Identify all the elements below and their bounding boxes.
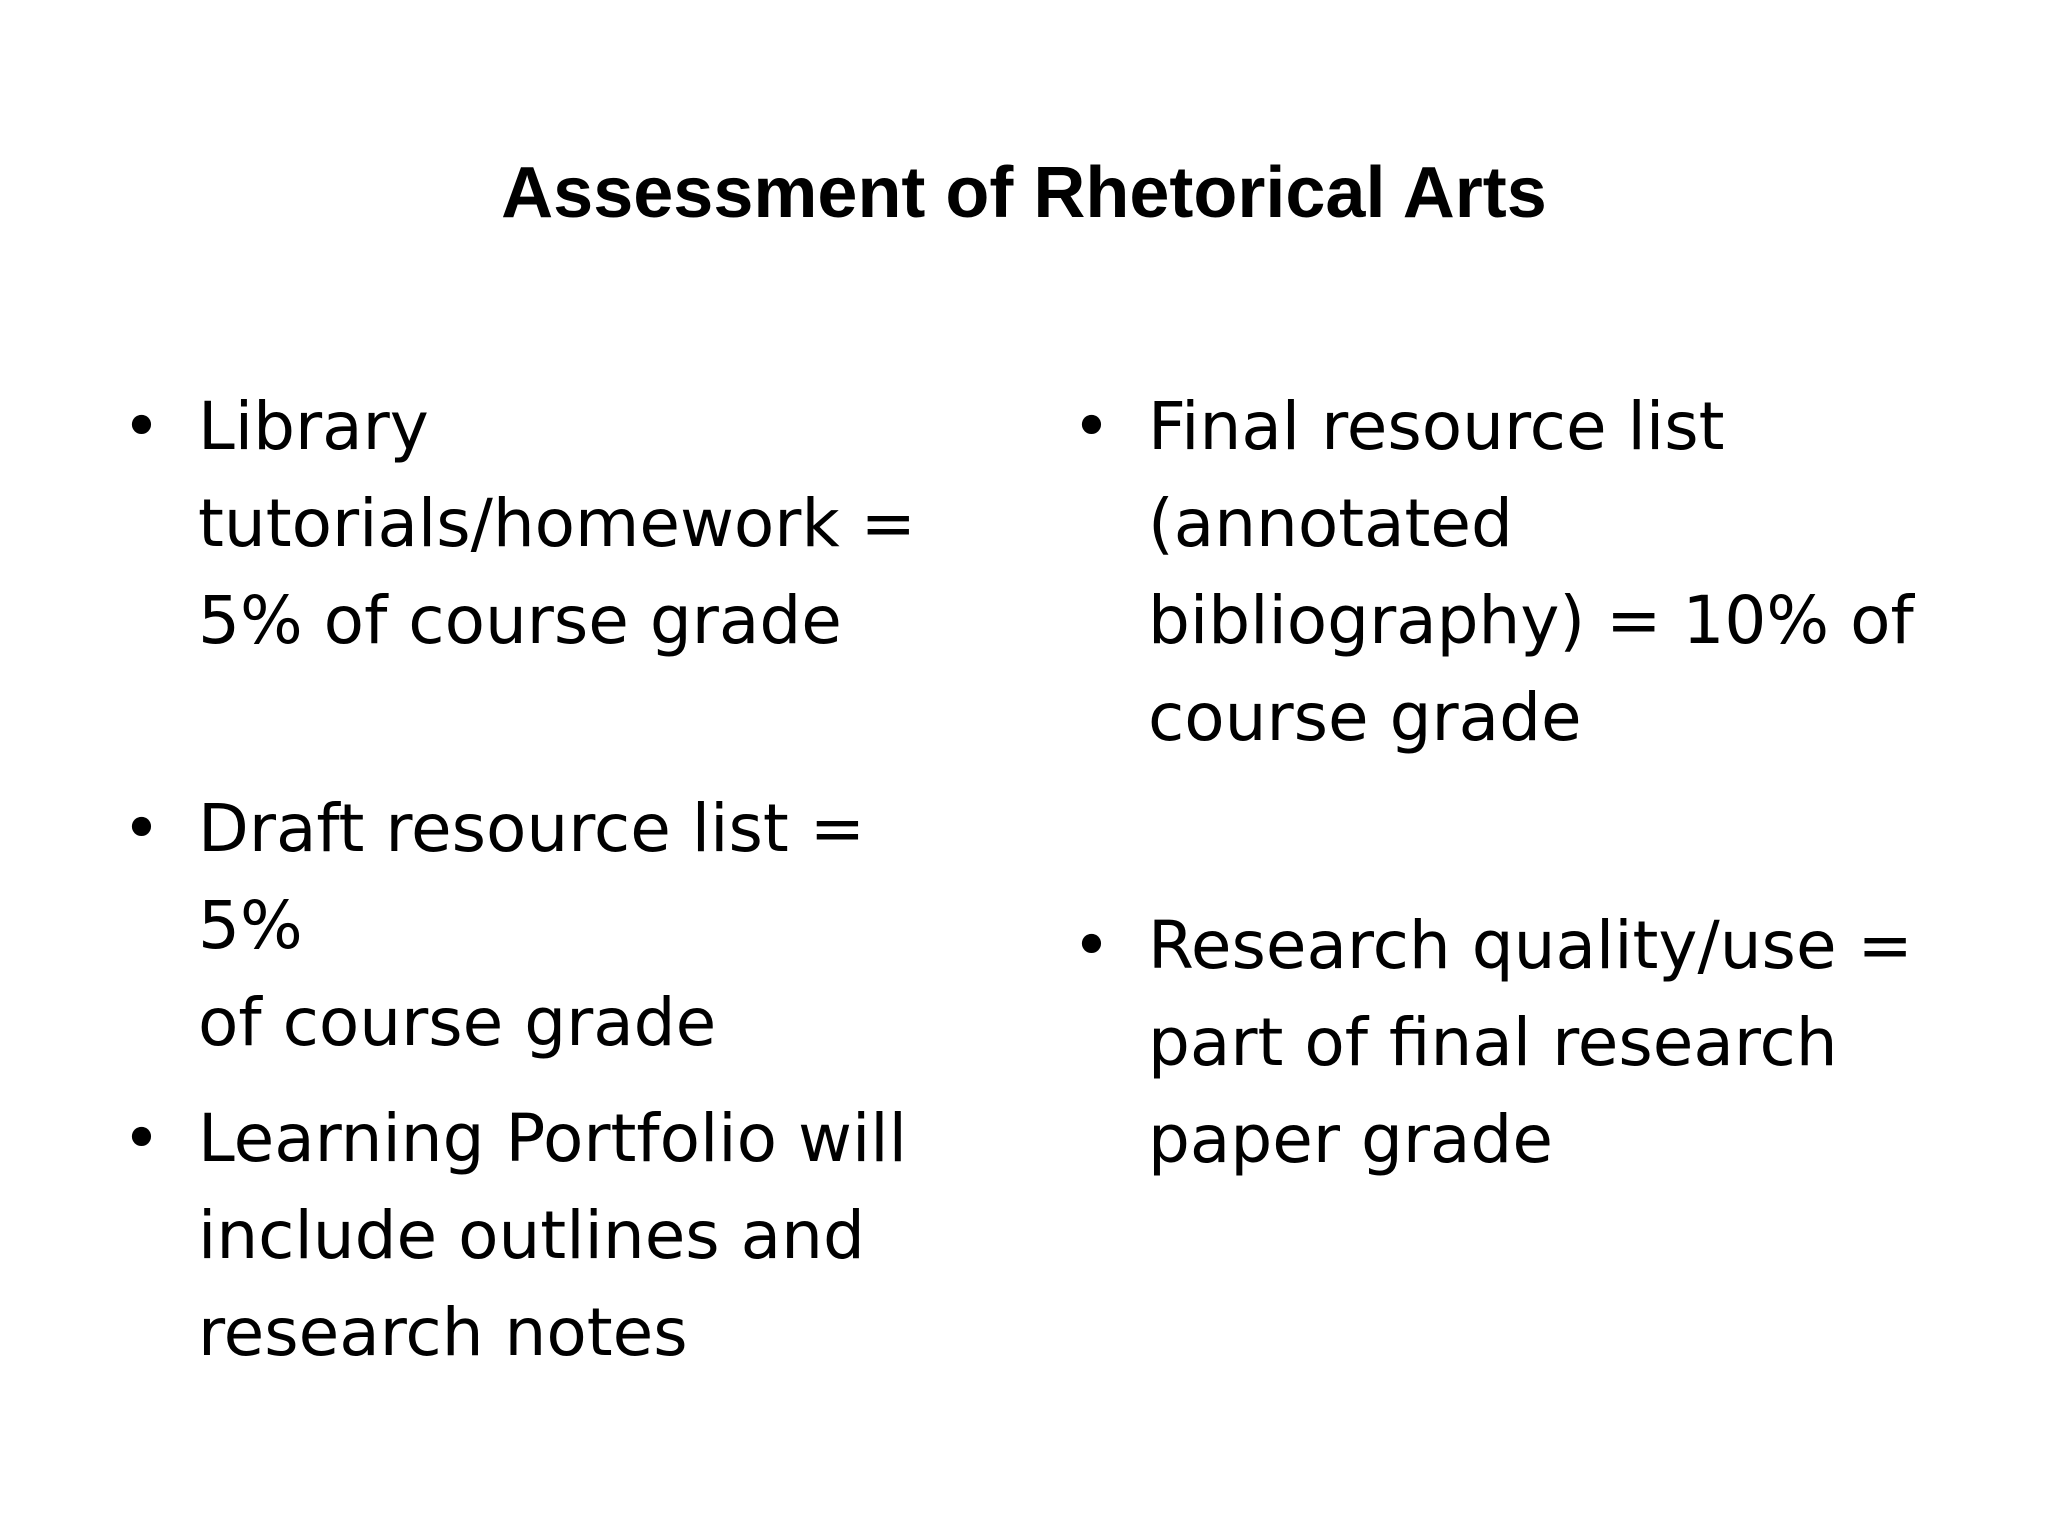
bullet-icon: • <box>122 790 161 867</box>
bullet-text: Library tutorials/homework = 5% of course grade <box>198 388 916 659</box>
bullet-icon: • <box>1072 907 1111 984</box>
bullet-icon: • <box>1072 388 1111 465</box>
slide-title: Assessment of Rhetorical Arts <box>501 153 1547 233</box>
bullet-icon: • <box>122 388 161 465</box>
bullet-text: Final resource list (annotated bibliography) = 10% of course grade <box>1148 388 1914 756</box>
bullet-item <box>1072 378 1914 766</box>
bullet-item <box>122 378 916 669</box>
bullet-text: Research quality/use = part of final research paper grade <box>1148 907 1913 1178</box>
bullet-text: Learning Portfolio will include outlines and research notes <box>198 1100 907 1371</box>
bullet-icon: • <box>122 1100 161 1177</box>
bullet-item <box>122 1090 907 1381</box>
bullet-text: Draft resource list = 5% of course grade <box>198 790 865 1061</box>
bullet-item <box>1072 897 1913 1188</box>
bullet-item <box>122 780 962 1071</box>
